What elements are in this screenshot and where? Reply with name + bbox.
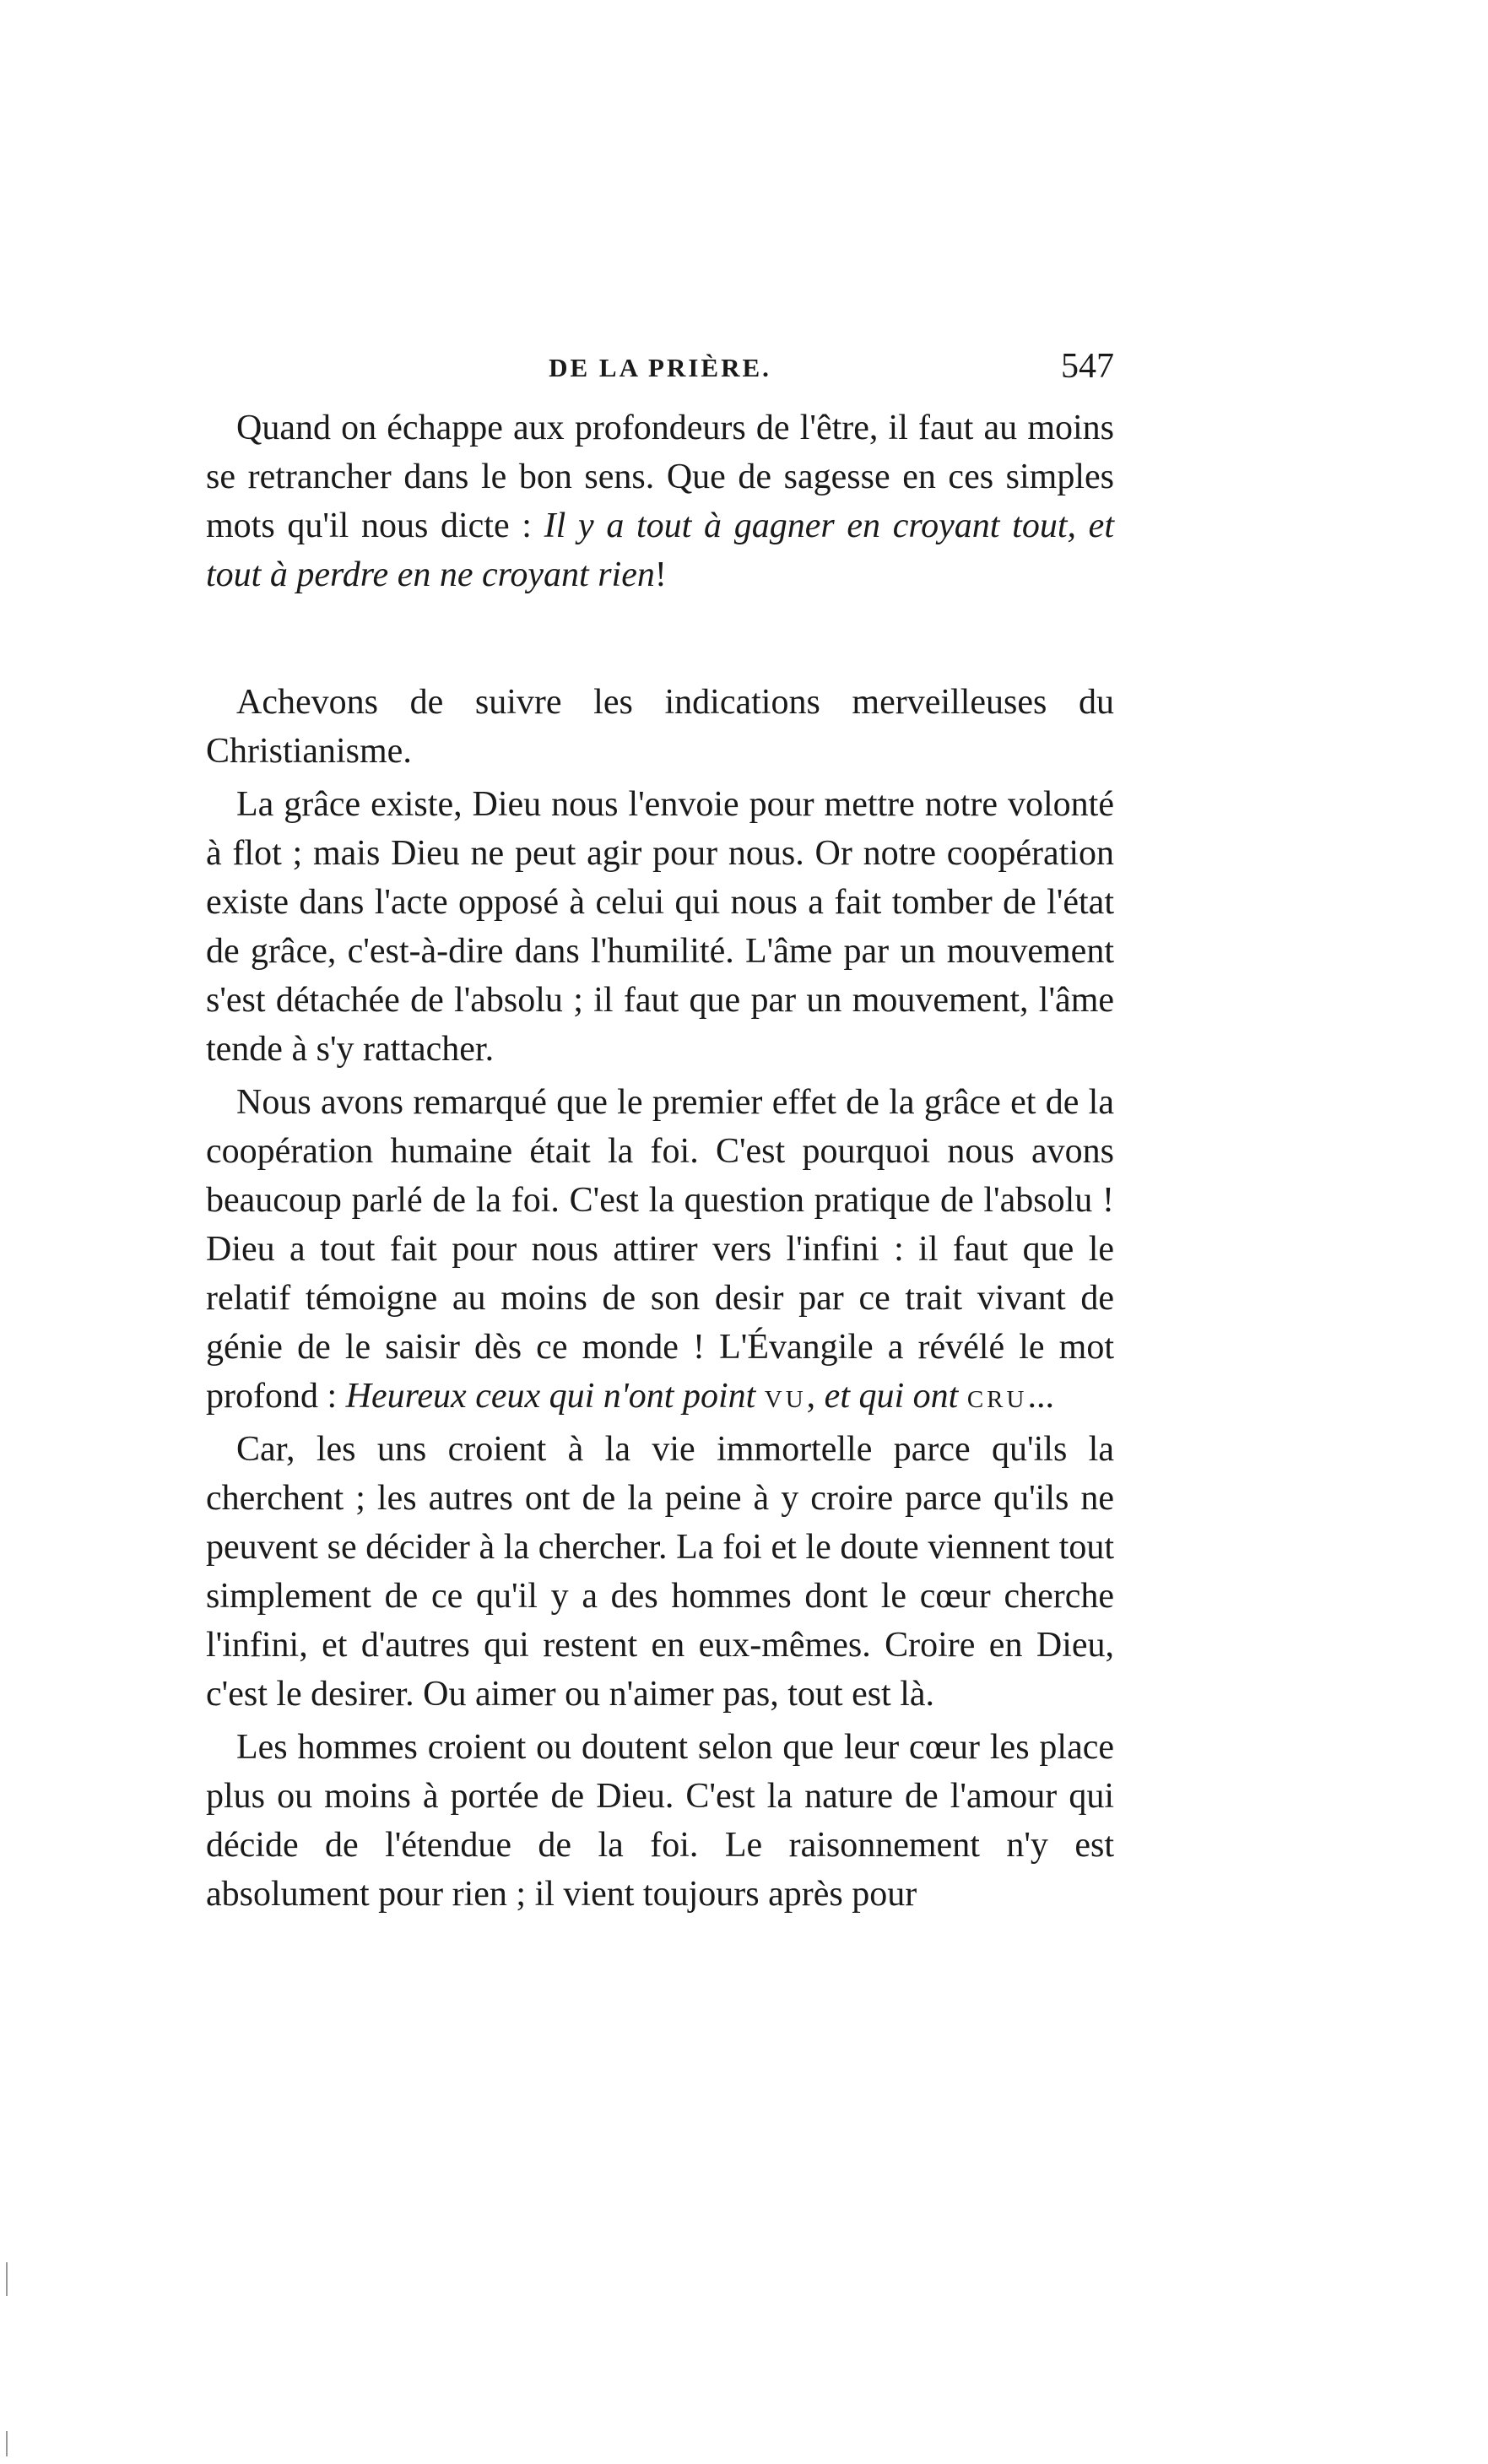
paragraph-1 xyxy=(206,403,1114,599)
running-title: DE LA PRIÈRE. xyxy=(549,353,771,382)
paragraph-1-text: Quand on échappe aux profondeurs de l'être, il faut au moins se retrancher dans le bon sens. Que de sagesse en ces simples mots qu'il nous dicte : xyxy=(206,409,1114,545)
margin-mark xyxy=(6,2431,8,2456)
paragraph-4-word-cru: cru xyxy=(966,1377,1028,1416)
paragraph-4-comma: , xyxy=(806,1377,825,1416)
paragraph-1-quote: Il y a tout à gagner en croyant tout, et tout à perdre en ne croyant rien xyxy=(206,506,1114,594)
paragraph-5: Car, les uns croient à la vie immortelle parce qu'ils la cherchent ; les autres ont de la peine à y croire parce qu'ils ne peuvent se décider à la chercher. La foi et le doute viennent tout simplement de ce qu'il y a des hommes dont le cœur cherche l'infini, et d'autres qui restent en eux-mêmes. Croire en Dieu, c'est le desirer. Ou aimer ou n'aimer pas, tout est là. xyxy=(206,1430,1114,1714)
paragraph-1-end: ! xyxy=(654,555,667,594)
page-number: 547 xyxy=(1061,347,1114,386)
paragraph-4-quote-a: Heureux ceux qui n'ont point xyxy=(345,1377,756,1416)
body-text xyxy=(206,403,1114,1919)
paragraph-4-text: Nous avons remarqué que le premier effet de la grâce et de la coopération humaine était la foi. C'est pourquoi nous avons beaucoup parlé de la foi. C'est la question pratique de l'absolu ! Dieu a tout fait pour nous attirer vers l'infini : il faut que le relatif témoigne au moins de son desir par ce trait vivant de génie de le saisir dès ce monde ! L'Évangile a révélé le mot profond : xyxy=(206,1083,1114,1416)
paragraph-4-word-vu: vu xyxy=(764,1377,807,1416)
paragraph-3: La grâce existe, Dieu nous l'envoie pour mettre notre volonté à flot ; mais Dieu ne peut agir pour nous. Or notre coopération existe dans l'acte opposé à celui qui nous a fait tomber de l'état de grâce, c'est-à-dire dans l'humilité. L'âme par un mouvement s'est détachée de l'absolu ; il faut que par un mouvement, l'âme tende à s'y rattacher. xyxy=(206,785,1114,1069)
paragraph-4-quote-b: et qui ont xyxy=(824,1377,959,1416)
paragraph-6: Les hommes croient ou doutent selon que leur cœur les place plus ou moins à portée de Dieu. C'est la nature de l'amour qui décide de l'étendue de la foi. Le raisonnement n'y est absolument pour rien ; il vient toujours après pour xyxy=(206,1728,1114,1914)
running-head xyxy=(206,347,1114,395)
paragraph-2: Achevons de suivre les indications merveilleuses du Christianisme. xyxy=(206,683,1114,771)
paragraph-4-ellipsis: ... xyxy=(1027,1377,1054,1416)
paragraph-4 xyxy=(206,1078,1114,1421)
margin-mark xyxy=(6,2262,8,2296)
